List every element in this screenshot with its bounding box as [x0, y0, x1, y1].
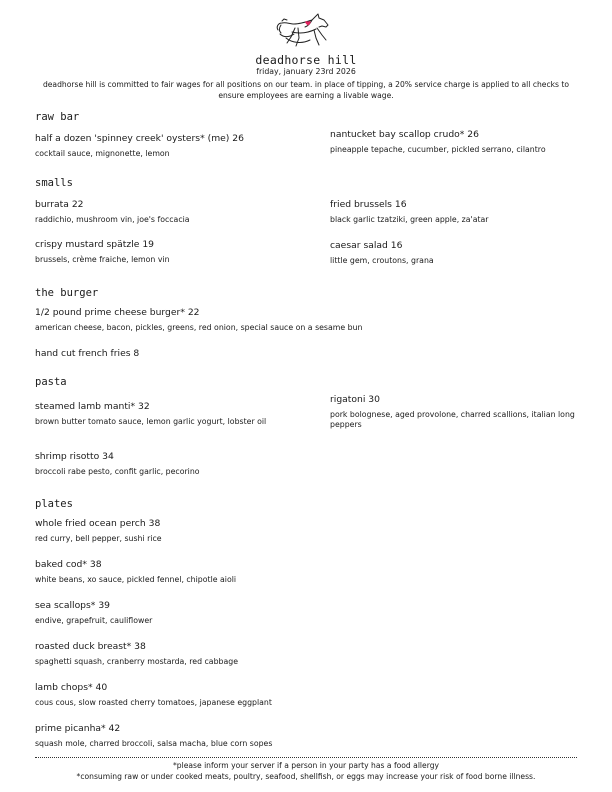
menu-item-baked-cod — [35, 559, 236, 585]
menu-item-lamb-chops — [35, 682, 272, 708]
item-description: pineapple tepache, cucumber, pickled serrano, cilantro — [330, 145, 546, 154]
item-name: sea scallops* 39 — [35, 600, 111, 611]
item-name: baked cod* 38 — [35, 559, 102, 570]
item-name: crispy mustard spätzle 19 — [35, 239, 155, 250]
item-name: whole fried ocean perch 38 — [35, 518, 161, 529]
menu-item-picanha — [35, 723, 272, 749]
item-name: shrimp risotto 34 — [35, 451, 114, 462]
item-name: roasted duck breast* 38 — [35, 641, 146, 652]
item-description: cocktail sauce, mignonette, lemon — [35, 149, 170, 158]
item-name: half a dozen 'spinney creek' oysters* (me) 26 — [35, 133, 244, 144]
item-name: prime picanha* 42 — [35, 723, 121, 734]
allergy-notice: *please inform your server if a person in your party has a food allergy — [172, 761, 440, 770]
menu-item-caesar-salad — [330, 240, 434, 266]
restaurant-name: deadhorse hill — [255, 53, 357, 67]
item-description: black garlic tzatziki, green apple, za'atar — [330, 215, 489, 224]
menu-item-lamb-manti — [35, 401, 300, 427]
menu-item-shrimp-risotto — [35, 451, 200, 477]
item-description: cous cous, slow roasted cherry tomatoes, japanese eggplant — [35, 698, 272, 707]
menu-item-cheese-burger — [35, 307, 362, 333]
menu-item-scallop-crudo — [330, 129, 546, 155]
section-title-raw-bar: raw bar — [35, 111, 80, 123]
footer-divider — [35, 757, 577, 758]
wage-note: deadhorse hill is committed to fair wages for all positions on our team. in place of tipping, a 20% service charge is applied to all checks to ensure employees are earning a livable wage. — [42, 80, 570, 100]
item-name: lamb chops* 40 — [35, 682, 108, 693]
menu-item-spatzle — [35, 239, 170, 265]
menu-item-french-fries — [35, 348, 139, 360]
section-title-burger: the burger — [35, 287, 99, 299]
item-description: pork bolognese, aged provolone, charred scallions, italian long peppers — [330, 410, 575, 429]
menu-item-burrata — [35, 199, 190, 225]
item-name: burrata 22 — [35, 199, 84, 210]
item-description: spaghetti squash, cranberry mostarda, red cabbage — [35, 657, 239, 666]
item-description: white beans, xo sauce, pickled fennel, chipotle aioli — [35, 575, 237, 584]
item-name: hand cut french fries 8 — [35, 348, 140, 359]
item-description: broccoli rabe pesto, confit garlic, pecorino — [35, 467, 200, 476]
item-description: brussels, crème fraiche, lemon vin — [35, 255, 170, 264]
menu-date: friday, january 23rd 2026 — [256, 67, 356, 76]
menu-item-rigatoni — [330, 394, 590, 430]
item-name: fried brussels 16 — [330, 199, 407, 210]
item-description: brown butter tomato sauce, lemon garlic yogurt, lobster oil — [35, 417, 267, 426]
menu-item-sea-scallops — [35, 600, 152, 626]
item-name: 1/2 pound prime cheese burger* 22 — [35, 307, 200, 318]
item-name: rigatoni 30 — [330, 394, 381, 405]
item-description: red curry, bell pepper, sushi rice — [35, 534, 162, 543]
item-description: squash mole, charred broccoli, salsa macha, blue corn sopes — [35, 739, 273, 748]
menu-item-fried-brussels — [330, 199, 489, 225]
item-name: nantucket bay scallop crudo* 26 — [330, 129, 479, 140]
menu-item-ocean-perch — [35, 518, 162, 544]
section-title-plates: plates — [35, 498, 73, 510]
raw-food-warning: *consuming raw or under cooked meats, poultry, seafood, shellfish, or eggs may increase your risk of food borne illness. — [76, 772, 536, 781]
item-name: steamed lamb manti* 32 — [35, 401, 150, 412]
item-description: little gem, croutons, grana — [330, 256, 434, 265]
item-description: raddichio, mushroom vin, joe's foccacia — [35, 215, 190, 224]
horse-logo-icon — [272, 10, 336, 50]
item-description: american cheese, bacon, pickles, greens, red onion, special sauce on a sesame bun — [35, 323, 363, 332]
menu-item-duck-breast — [35, 641, 238, 667]
item-description: endive, grapefruit, cauliflower — [35, 616, 153, 625]
item-name: caesar salad 16 — [330, 240, 403, 251]
menu-item-oysters — [35, 133, 244, 159]
section-title-pasta: pasta — [35, 376, 67, 388]
section-title-smalls: smalls — [35, 177, 73, 189]
